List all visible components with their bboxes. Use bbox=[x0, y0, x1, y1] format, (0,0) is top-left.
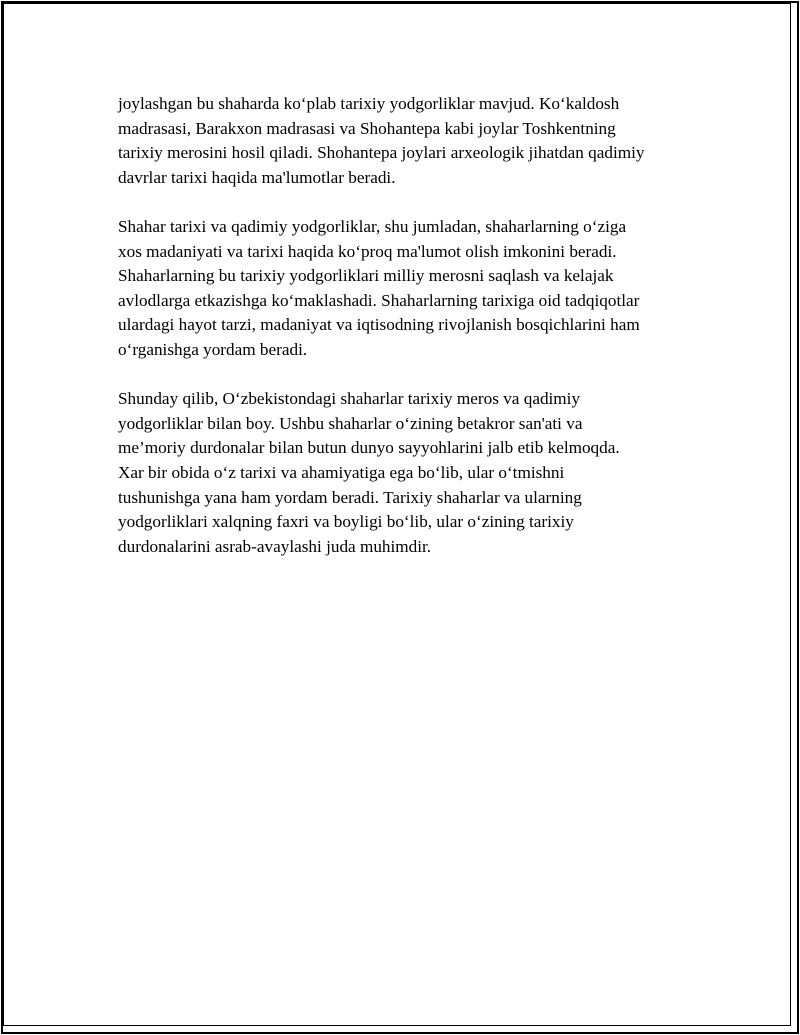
text-line: o‘rganishga yordam beradi. bbox=[118, 339, 308, 359]
text-line: xos madaniyati va tarixi haqida ko‘proq ma'lumot olish imkonini beradi. bbox=[118, 241, 617, 261]
text-line: yodgorliklari xalqning faxri va boyligi bo‘lib, ular o‘zining tarixiy bbox=[118, 512, 574, 532]
text-line: davrlar tarixi haqida ma'lumotlar beradi. bbox=[118, 167, 396, 187]
paragraph-2 bbox=[118, 215, 708, 363]
text-line: avlodlarga etkazishga ko‘maklashadi. Shaharlarning tarixiga oid tadqiqotlar bbox=[118, 290, 640, 310]
text-line: Shaharlarning bu tarixiy yodgorliklari milliy merosni saqlash va kelajak bbox=[118, 266, 614, 286]
text-line: madrasasi, Barakxon madrasasi va Shohantepa kabi joylar Toshkentning bbox=[118, 118, 616, 138]
text-line: tarixiy merosini hosil qiladi. Shohantepa joylari arxeologik jihatdan qadimiy bbox=[118, 143, 645, 163]
text-line: Shahar tarixi va qadimiy yodgorliklar, shu jumladan, shaharlarning o‘ziga bbox=[118, 216, 627, 236]
text-line: tushunishga yana ham yordam beradi. Tarixiy shaharlar va ularning bbox=[118, 487, 582, 507]
text-line: ulardagi hayot tarzi, madaniyat va iqtisodning rivojlanish bosqichlarini ham bbox=[118, 315, 640, 335]
document-body bbox=[118, 92, 708, 584]
text-line: Shunday qilib, O‘zbekistondagi shaharlar tarixiy meros va qadimiy bbox=[118, 389, 581, 409]
text-line: yodgorliklar bilan boy. Ushbu shaharlar o‘zining betakror san'ati va bbox=[118, 413, 583, 433]
paragraph-1 bbox=[118, 92, 708, 190]
text-line: joylashgan bu shaharda ko‘plab tarixiy yodgorliklar mavjud. Ko‘kaldosh bbox=[118, 94, 620, 113]
paragraph-3 bbox=[118, 387, 708, 559]
text-line: me’moriy durdonalar bilan butun dunyo sayyohlarini jalb etib kelmoqda. bbox=[118, 438, 620, 458]
text-line: Xar bir obida o‘z tarixi va ahamiyatiga ega bo‘lib, ular o‘tmishni bbox=[118, 462, 565, 482]
text-line: durdonalarini asrab-avaylashi juda muhimdir. bbox=[118, 536, 432, 556]
